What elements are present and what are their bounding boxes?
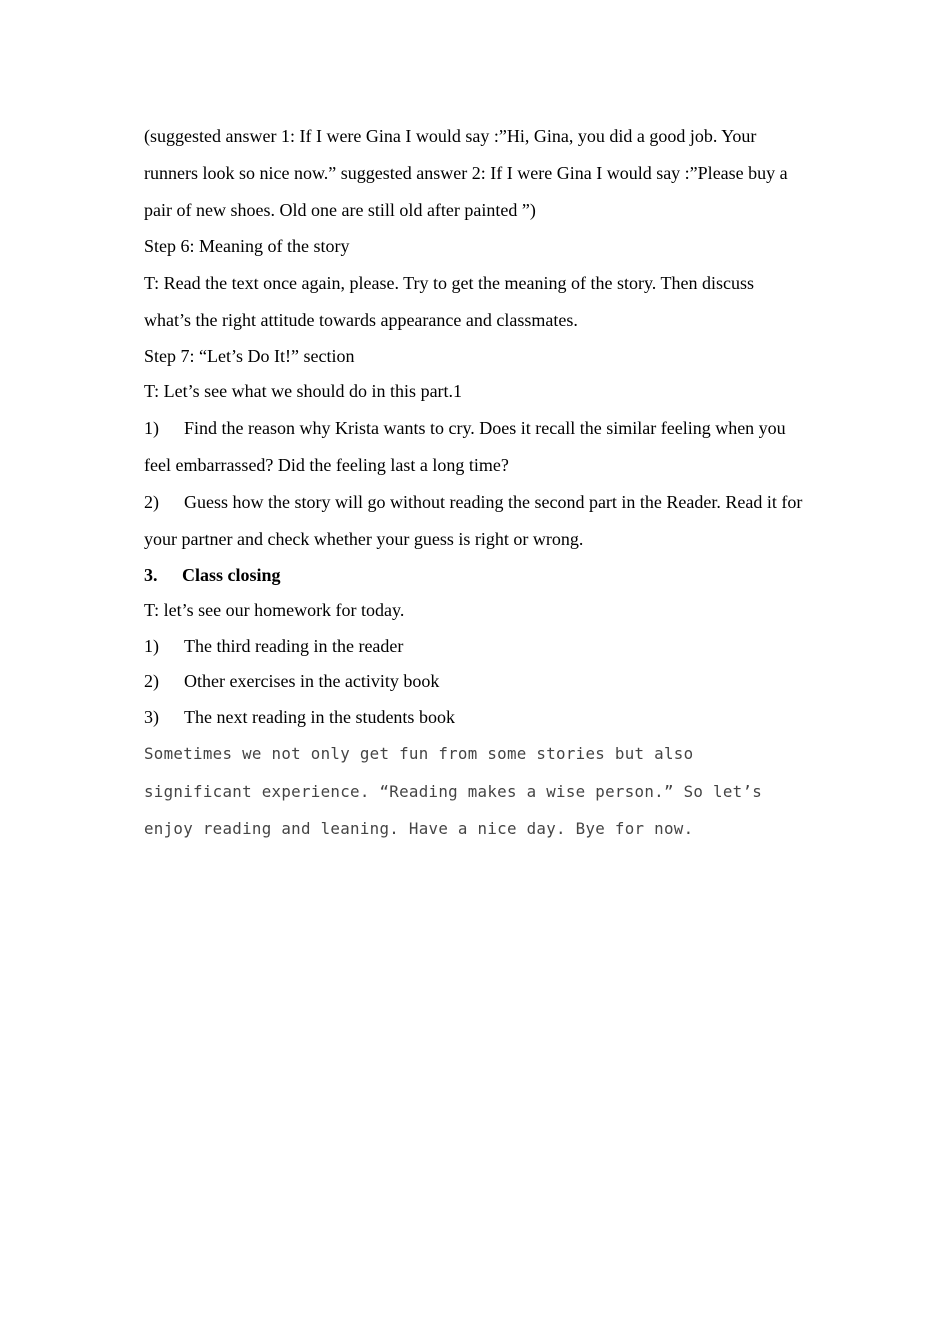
list-item-text: The next reading in the students book xyxy=(184,706,455,727)
list-item-text: Guess how the story will go without reading the second part in the Reader. Read it for your partner and check whether your guess is right or wrong. xyxy=(144,491,803,549)
step7-heading: Step 7: “Let’s Do It!” section xyxy=(144,345,355,366)
list-item-text: Other exercises in the activity book xyxy=(184,671,440,691)
list-item xyxy=(144,410,804,484)
closing-paragraph: Sometimes we not only get fun from some stories but also significant experience. “Reading makes a wise person.” So let’s enjoy reading and leaning. Have a nice day. Bye for now. xyxy=(144,744,763,838)
section-title: Class closing xyxy=(182,564,281,585)
list-item xyxy=(144,629,804,665)
list-item-number: 2) xyxy=(144,491,159,512)
suggested-answers-paragraph: (suggested answer 1: If I were Gina I would say :”Hi, Gina, you did a good job. Your runners look so nice now.” suggested answer 2: If I were Gina I would say :”Please buy a pair of new shoes. Old one are still old after painted ”) xyxy=(144,126,788,220)
step6-paragraph: T: Read the text once again, please. Try to get the meaning of the story. Then discuss what’s the right attitude towards appearance and classmates. xyxy=(144,272,754,330)
homework-intro: T: let’s see our homework for today. xyxy=(144,600,405,620)
list-item xyxy=(144,484,804,558)
list-item-number: 1) xyxy=(144,417,159,438)
list-item xyxy=(144,664,804,700)
step6-heading: Step 6: Meaning of the story xyxy=(144,236,350,256)
list-item-text: Find the reason why Krista wants to cry. Does it recall the similar feeling when you feel embarrassed? Did the feeling last a long time? xyxy=(144,417,786,475)
list-item-number: 3) xyxy=(144,706,159,727)
document-body xyxy=(144,118,804,848)
list-item xyxy=(144,700,804,736)
step7-intro: T: Let’s see what we should do in this part.1 xyxy=(144,381,463,401)
section-heading xyxy=(144,558,804,594)
section-number: 3. xyxy=(144,564,158,585)
list-item-number: 1) xyxy=(144,635,159,656)
list-item-number: 2) xyxy=(144,671,159,691)
list-item-text: The third reading in the reader xyxy=(184,635,404,656)
